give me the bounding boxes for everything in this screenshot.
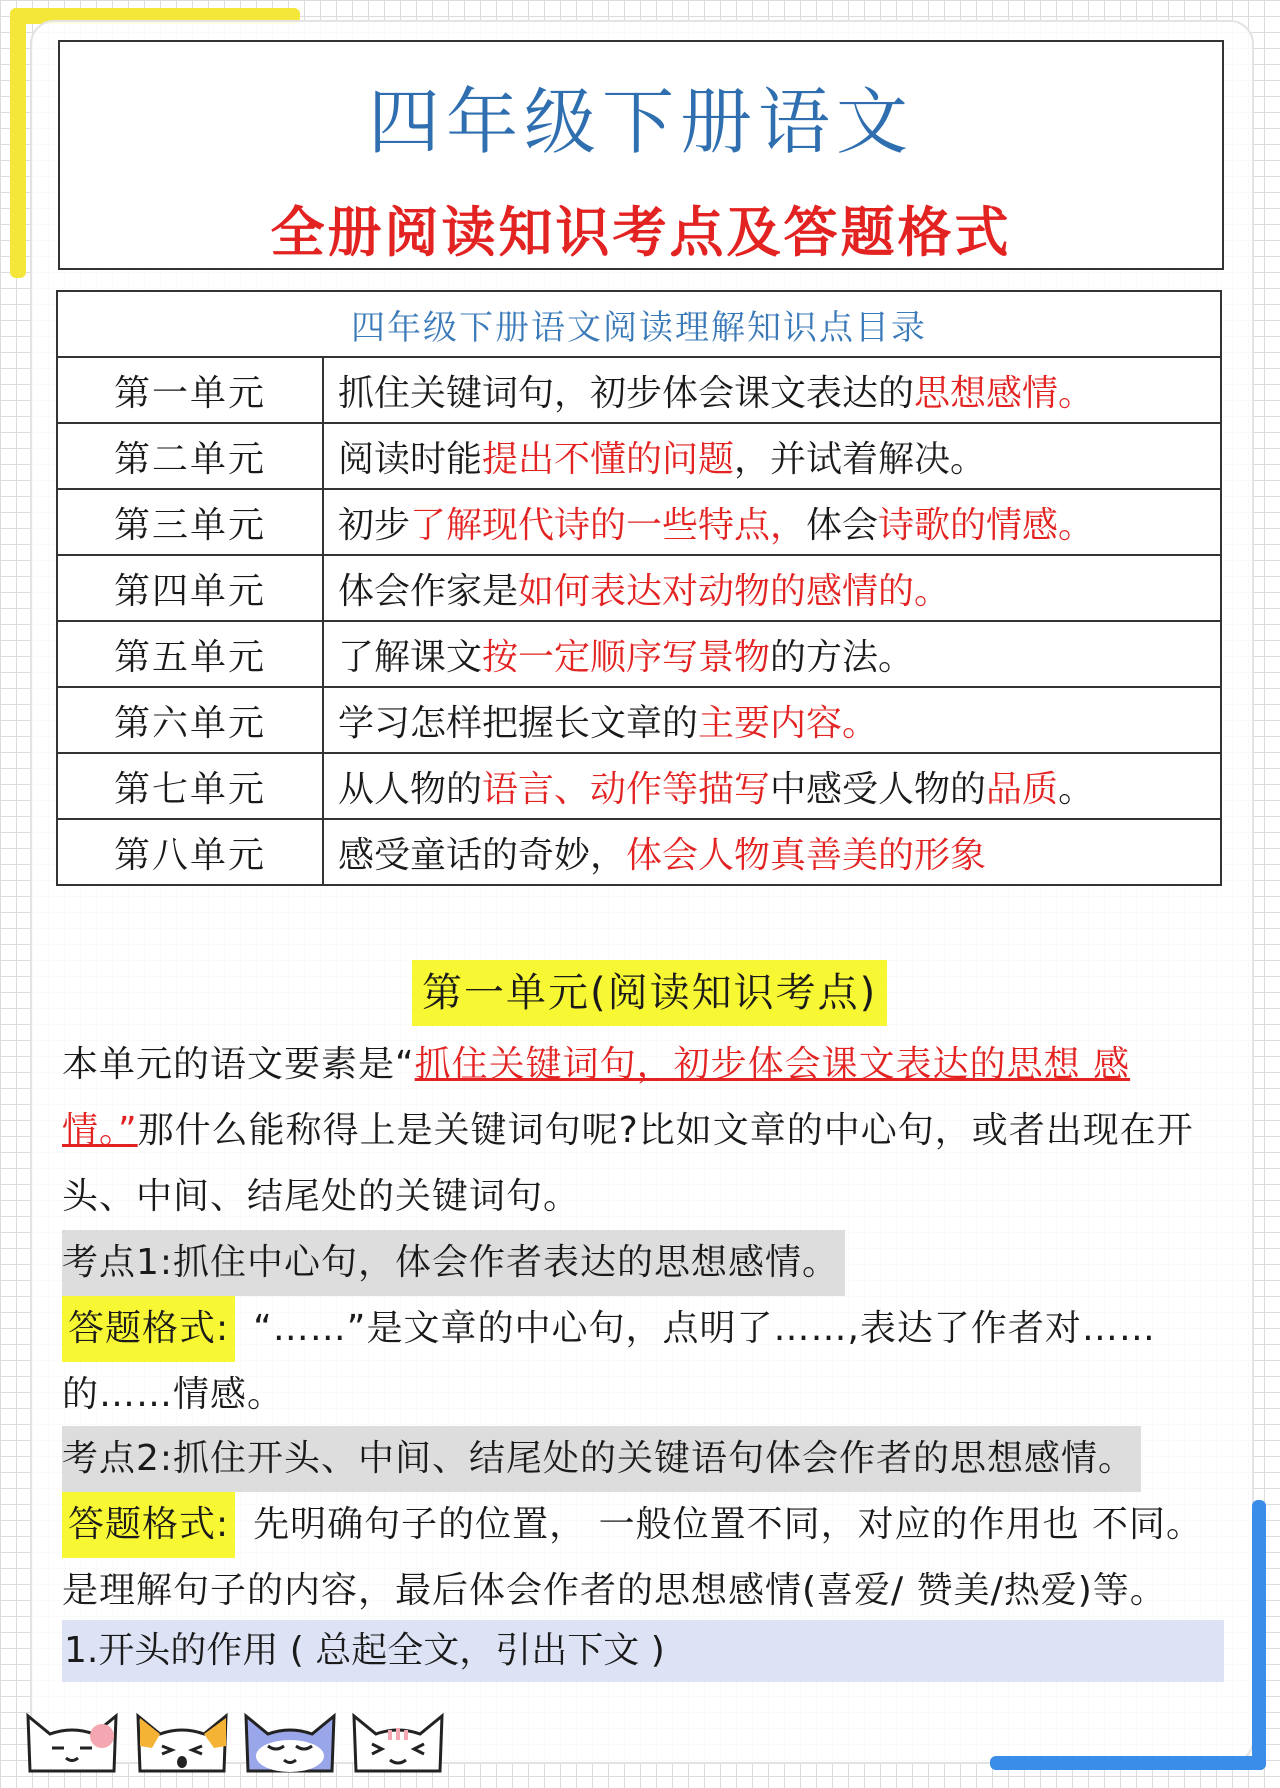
toc-unit-description xyxy=(323,489,1221,555)
toc-text: 学习怎样把握长文章的 xyxy=(338,702,699,744)
toc-unit-description xyxy=(323,753,1221,819)
toc-text: 初步 xyxy=(338,504,411,546)
blue-frame-right xyxy=(1252,1500,1266,1770)
format2-text: 先明确句子的位置， 一般位置不同，对应的作用也 不同。是理解句子的内容，最后体会作者的思想感情(喜爱/ 赞美/热爱)等。 xyxy=(62,1504,1204,1611)
toc-text: 中感受人物的 xyxy=(770,768,987,810)
toc-key-phrase: 了解现代诗的一些特点， xyxy=(410,504,807,546)
intro-paragraph xyxy=(62,1032,1222,1230)
toc-unit-label: 第五单元 xyxy=(57,621,323,687)
point1-line xyxy=(62,1230,1222,1296)
toc-row xyxy=(57,555,1221,621)
intro-text-b: 那什么能称得上是关键词句呢?比如文章的中心句，或者出现在开头、中间、结尾处的关键词句。 xyxy=(62,1110,1194,1217)
toc-text: 感受童话的奇妙， xyxy=(338,834,627,876)
title-box xyxy=(58,40,1224,270)
format1-text: “……”是文章的中心句，点明了……,表达了作者对……的……情感。 xyxy=(62,1308,1156,1415)
page-title: 四年级下册语文 xyxy=(367,80,914,164)
point2-line xyxy=(62,1426,1222,1492)
format2-paragraph xyxy=(62,1492,1222,1624)
toc-unit-label: 第八单元 xyxy=(57,819,323,885)
toc-unit-description xyxy=(323,687,1221,753)
intro-highlight: 抓住关键词句，初步体会课文表达的思想 感情。” xyxy=(62,1044,1131,1151)
cat-face-white-icon xyxy=(28,1716,116,1771)
toc-unit-label: 第三单元 xyxy=(57,489,323,555)
toc-heading: 四年级下册语文阅读理解知识点目录 xyxy=(57,291,1221,357)
toc-text: 的方法。 xyxy=(770,636,915,678)
blue-frame-bottom xyxy=(990,1756,1266,1770)
toc-row xyxy=(57,423,1221,489)
toc-key-phrase: 体会人物真善美的形象 xyxy=(626,834,987,876)
toc-unit-label: 第一单元 xyxy=(57,357,323,423)
toc-text: 体会作家是 xyxy=(338,570,519,612)
toc-key-phrase: 语言、动作等描写 xyxy=(482,768,771,810)
toc-row xyxy=(57,621,1221,687)
yellow-frame-left xyxy=(10,8,26,278)
toc-key-phrase: 品质 xyxy=(986,768,1059,810)
toc-row xyxy=(57,687,1221,753)
toc-row xyxy=(57,753,1221,819)
toc-key-phrase: 按一定顺序写景物 xyxy=(482,636,771,678)
toc-key-phrase: 主要内容。 xyxy=(698,702,879,744)
toc-key-phrase: 诗歌的情感。 xyxy=(878,504,1095,546)
point2-title: 考点2:抓住开头、中间、结尾处的关键语句体会作者的思想感情。 xyxy=(62,1426,1141,1492)
section-title: 第一单元(阅读知识考点) xyxy=(412,960,887,1026)
subpoint1-bar: 1.开头的作用 ( 总起全文，引出下文 ) xyxy=(62,1620,1224,1682)
toc-unit-label: 第六单元 xyxy=(57,687,323,753)
page-subtitle: 全册阅读知识考点及答题格式 xyxy=(270,201,1012,264)
format2-label: 答题格式: xyxy=(62,1492,235,1558)
toc-text: 。 xyxy=(1058,768,1095,810)
toc-text: 了解课文 xyxy=(338,636,483,678)
toc-row xyxy=(57,819,1221,885)
format1-label: 答题格式: xyxy=(62,1296,235,1362)
toc-unit-description xyxy=(323,423,1221,489)
toc-unit-description xyxy=(323,357,1221,423)
point1-title: 考点1:抓住中心句，体会作者表达的思想感情。 xyxy=(62,1230,845,1296)
toc-header-row xyxy=(57,291,1221,357)
intro-text-a: 本单元的语文要素是“ xyxy=(62,1044,415,1085)
cat-face-striped-icon xyxy=(354,1716,442,1771)
toc-text: 从人物的 xyxy=(338,768,483,810)
toc-key-phrase: 如何表达对动物的感情的。 xyxy=(518,570,951,612)
toc-unit-description xyxy=(323,555,1221,621)
toc-text: 阅读时能 xyxy=(338,438,483,480)
toc-text: 体会 xyxy=(806,504,879,546)
toc-text: 抓住关键词句，初步体会课文表达的 xyxy=(338,372,915,414)
cat-stickers xyxy=(20,1686,480,1776)
toc-key-phrase: 思想感情。 xyxy=(914,372,1095,414)
toc-unit-label: 第二单元 xyxy=(57,423,323,489)
toc-unit-label: 第七单元 xyxy=(57,753,323,819)
toc-row xyxy=(57,357,1221,423)
cat-face-calico-icon xyxy=(138,1716,226,1771)
toc-text: ，并试着解决。 xyxy=(734,438,987,480)
toc-unit-description xyxy=(323,819,1221,885)
toc-table xyxy=(56,290,1222,886)
toc-unit-label: 第四单元 xyxy=(57,555,323,621)
cat-face-blue-icon xyxy=(246,1716,334,1772)
toc-unit-description xyxy=(323,621,1221,687)
toc-key-phrase: 提出不懂的问题 xyxy=(482,438,735,480)
format1-paragraph xyxy=(62,1296,1222,1428)
toc-row xyxy=(57,489,1221,555)
